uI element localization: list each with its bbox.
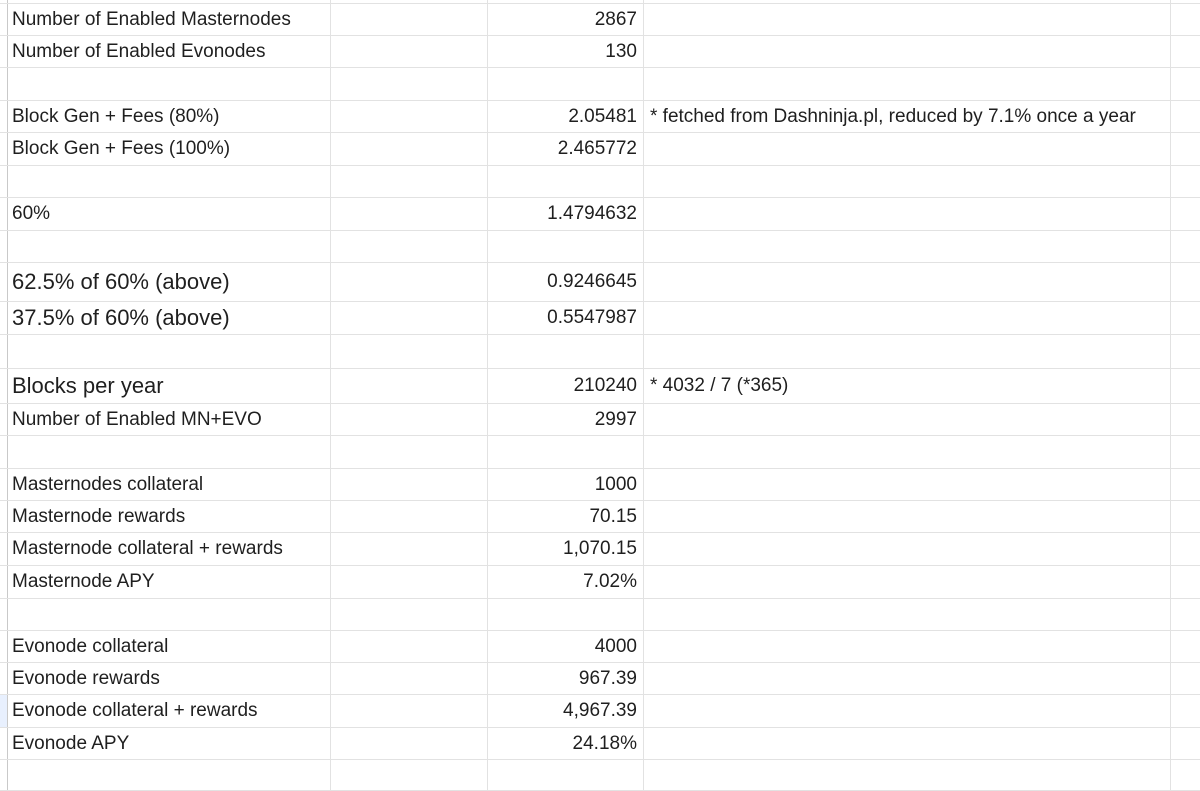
note-cell[interactable]: [644, 599, 1171, 630]
note-text: * fetched from Dashninja.pl, reduced by 7.1% once a year: [650, 105, 1136, 127]
value-cell[interactable]: [488, 231, 644, 262]
empty-cell[interactable]: [1170, 728, 1200, 759]
value-cell[interactable]: 4,967.39: [488, 695, 644, 727]
table-row: [0, 335, 1200, 369]
empty-cell[interactable]: [331, 369, 488, 403]
label-cell[interactable]: Number of Enabled Masternodes: [8, 4, 331, 35]
note-cell[interactable]: [644, 101, 1171, 132]
empty-cell[interactable]: [331, 4, 488, 35]
table-row: [0, 4, 1200, 36]
row-edge-cell[interactable]: [0, 68, 8, 100]
note-cell[interactable]: [644, 566, 1171, 598]
label-cell[interactable]: Masternode collateral + rewards: [8, 533, 331, 565]
note-cell[interactable]: [644, 231, 1171, 262]
empty-cell[interactable]: [1170, 369, 1200, 403]
table-row: [0, 728, 1200, 760]
note-cell[interactable]: [644, 335, 1171, 368]
label-cell[interactable]: Number of Enabled Evonodes: [8, 36, 331, 67]
label-cell[interactable]: Masternode rewards: [8, 501, 331, 532]
empty-cell[interactable]: [331, 695, 488, 727]
table-row: [0, 231, 1200, 263]
grid-cell[interactable]: [488, 0, 644, 3]
empty-cell[interactable]: [331, 469, 488, 500]
row-edge-cell[interactable]: [0, 133, 8, 165]
value-cell[interactable]: 2.465772: [488, 133, 644, 165]
empty-cell[interactable]: [331, 263, 488, 301]
label-cell[interactable]: Evonode collateral + rewards: [8, 695, 331, 727]
table-row: [0, 68, 1200, 101]
note-cell[interactable]: [644, 663, 1171, 694]
note-cell[interactable]: [644, 198, 1171, 230]
label-cell[interactable]: Masternode APY: [8, 566, 331, 598]
value-cell[interactable]: 2867: [488, 4, 644, 35]
note-cell[interactable]: [644, 404, 1171, 435]
empty-cell[interactable]: [1170, 68, 1200, 100]
row-edge-cell[interactable]: [0, 760, 8, 790]
label-cell[interactable]: [8, 436, 331, 468]
row-edge-cell[interactable]: [0, 533, 8, 565]
grid-cell[interactable]: [1170, 0, 1200, 3]
empty-cell[interactable]: [1170, 760, 1200, 790]
note-cell[interactable]: [644, 166, 1171, 197]
value-cell[interactable]: 70.15: [488, 501, 644, 532]
note-cell[interactable]: [644, 369, 1171, 403]
value-cell[interactable]: 130: [488, 36, 644, 67]
label-cell[interactable]: 62.5% of 60% (above): [8, 263, 331, 301]
table-row: [0, 166, 1200, 198]
empty-cell[interactable]: [1170, 404, 1200, 435]
label-cell[interactable]: [8, 231, 331, 262]
row-edge-cell[interactable]: [0, 302, 8, 334]
table-row: [0, 695, 1200, 728]
grid-cell[interactable]: [331, 0, 488, 3]
row-edge-cell[interactable]: [0, 166, 8, 197]
empty-cell[interactable]: [1170, 663, 1200, 694]
empty-cell[interactable]: [331, 335, 488, 368]
note-cell[interactable]: [644, 36, 1171, 67]
label-cell[interactable]: [8, 599, 331, 630]
value-cell[interactable]: 2997: [488, 404, 644, 435]
empty-cell[interactable]: [1170, 302, 1200, 334]
table-row: [0, 599, 1200, 631]
row-edge-cell[interactable]: [0, 663, 8, 694]
label-cell[interactable]: [8, 166, 331, 197]
row-edge-cell[interactable]: [0, 566, 8, 598]
empty-cell[interactable]: [331, 533, 488, 565]
label-cell[interactable]: Block Gen + Fees (100%): [8, 133, 331, 165]
empty-cell[interactable]: [331, 101, 488, 132]
empty-cell[interactable]: [331, 501, 488, 532]
empty-cell[interactable]: [331, 231, 488, 262]
row-edge-cell[interactable]: [0, 436, 8, 468]
empty-cell[interactable]: [331, 663, 488, 694]
empty-cell[interactable]: [1170, 335, 1200, 368]
label-cell[interactable]: 37.5% of 60% (above): [8, 302, 331, 334]
row-edge-cell[interactable]: [0, 369, 8, 403]
table-row: [0, 631, 1200, 663]
value-cell[interactable]: 1.4794632: [488, 198, 644, 230]
note-cell[interactable]: [644, 760, 1171, 790]
empty-cell[interactable]: [1170, 231, 1200, 262]
table-row: [0, 566, 1200, 599]
note-cell[interactable]: [644, 728, 1171, 759]
label-cell[interactable]: Masternodes collateral: [8, 469, 331, 500]
note-cell[interactable]: [644, 263, 1171, 301]
empty-cell[interactable]: [1170, 4, 1200, 35]
value-cell[interactable]: 1,070.15: [488, 533, 644, 565]
table-row: [0, 436, 1200, 469]
table-row: [0, 760, 1200, 791]
value-cell[interactable]: 0.5547987: [488, 302, 644, 334]
empty-cell[interactable]: [1170, 198, 1200, 230]
note-cell[interactable]: [644, 302, 1171, 334]
table-row: [0, 369, 1200, 404]
empty-cell[interactable]: [331, 728, 488, 759]
table-row: [0, 263, 1200, 302]
row-edge-cell[interactable]: [0, 631, 8, 662]
note-cell[interactable]: [644, 133, 1171, 165]
empty-cell[interactable]: [331, 36, 488, 67]
value-cell[interactable]: [488, 68, 644, 100]
empty-cell[interactable]: [331, 68, 488, 100]
row-edge-cell[interactable]: [0, 469, 8, 500]
empty-cell[interactable]: [1170, 263, 1200, 301]
value-cell[interactable]: 1000: [488, 469, 644, 500]
note-cell[interactable]: [644, 695, 1171, 727]
label-cell[interactable]: Evonode rewards: [8, 663, 331, 694]
row-edge-cell[interactable]: [0, 501, 8, 532]
note-cell[interactable]: [644, 631, 1171, 662]
value-cell[interactable]: 210240: [488, 369, 644, 403]
empty-cell[interactable]: [1170, 599, 1200, 630]
value-cell[interactable]: 2.05481: [488, 101, 644, 132]
note-text: * 4032 / 7 (*365): [650, 375, 789, 396]
table-row: [0, 36, 1200, 68]
empty-cell[interactable]: [1170, 566, 1200, 598]
row-edge-cell[interactable]: [0, 728, 8, 759]
row-edge-cell[interactable]: [0, 404, 8, 435]
row-edge-cell[interactable]: [0, 335, 8, 368]
empty-cell[interactable]: [331, 566, 488, 598]
value-cell[interactable]: 967.39: [488, 663, 644, 694]
label-cell[interactable]: Evonode collateral: [8, 631, 331, 662]
empty-cell[interactable]: [1170, 436, 1200, 468]
row-edge-cell[interactable]: [0, 695, 8, 727]
row-edge-cell[interactable]: [0, 4, 8, 35]
note-cell[interactable]: [644, 469, 1171, 500]
row-edge-cell[interactable]: [0, 36, 8, 67]
label-cell[interactable]: Evonode APY: [8, 728, 331, 759]
note-cell[interactable]: [644, 4, 1171, 35]
value-cell[interactable]: [488, 599, 644, 630]
empty-cell[interactable]: [331, 599, 488, 630]
empty-cell[interactable]: [1170, 36, 1200, 67]
empty-cell[interactable]: [1170, 501, 1200, 532]
label-cell[interactable]: Number of Enabled MN+EVO: [8, 404, 331, 435]
empty-cell[interactable]: [331, 436, 488, 468]
note-cell[interactable]: [644, 68, 1171, 100]
value-cell[interactable]: [488, 335, 644, 368]
empty-cell[interactable]: [331, 133, 488, 165]
empty-cell[interactable]: [1170, 469, 1200, 500]
empty-cell[interactable]: [1170, 133, 1200, 165]
table-row: [0, 404, 1200, 436]
label-cell[interactable]: [8, 760, 331, 790]
table-row: [0, 533, 1200, 566]
label-cell[interactable]: [8, 68, 331, 100]
row-edge-cell[interactable]: [0, 101, 8, 132]
value-cell[interactable]: 24.18%: [488, 728, 644, 759]
empty-cell[interactable]: [331, 198, 488, 230]
table-row: [0, 501, 1200, 533]
label-cell[interactable]: Blocks per year: [8, 369, 331, 403]
note-cell[interactable]: [644, 533, 1171, 565]
label-cell[interactable]: [8, 335, 331, 368]
table-row: [0, 302, 1200, 335]
empty-cell[interactable]: [1170, 695, 1200, 727]
grid-cell[interactable]: [644, 0, 1171, 3]
value-cell[interactable]: [488, 760, 644, 790]
label-cell[interactable]: Block Gen + Fees (80%): [8, 101, 331, 132]
label-cell[interactable]: 60%: [8, 198, 331, 230]
empty-cell[interactable]: [1170, 166, 1200, 197]
row-edge-cell[interactable]: [0, 599, 8, 630]
empty-cell[interactable]: [331, 166, 488, 197]
empty-cell[interactable]: [331, 631, 488, 662]
table-row: [0, 101, 1200, 133]
grid-cell[interactable]: [8, 0, 331, 3]
row-edge-cell[interactable]: [0, 198, 8, 230]
table-row: [0, 133, 1200, 166]
grid-cell[interactable]: [0, 0, 8, 3]
empty-cell[interactable]: [1170, 101, 1200, 132]
empty-cell[interactable]: [1170, 631, 1200, 662]
note-cell[interactable]: [644, 501, 1171, 532]
row-edge-cell[interactable]: [0, 231, 8, 262]
row-edge-cell[interactable]: [0, 263, 8, 301]
value-cell[interactable]: 4000: [488, 631, 644, 662]
value-cell[interactable]: [488, 166, 644, 197]
empty-cell[interactable]: [331, 302, 488, 334]
table-row: [0, 663, 1200, 695]
value-cell[interactable]: 7.02%: [488, 566, 644, 598]
value-cell[interactable]: 0.9246645: [488, 263, 644, 301]
table-row: [0, 198, 1200, 231]
table-row: [0, 469, 1200, 501]
value-cell[interactable]: [488, 436, 644, 468]
empty-cell[interactable]: [331, 404, 488, 435]
empty-cell[interactable]: [331, 760, 488, 790]
note-cell[interactable]: [644, 436, 1171, 468]
empty-cell[interactable]: [1170, 533, 1200, 565]
